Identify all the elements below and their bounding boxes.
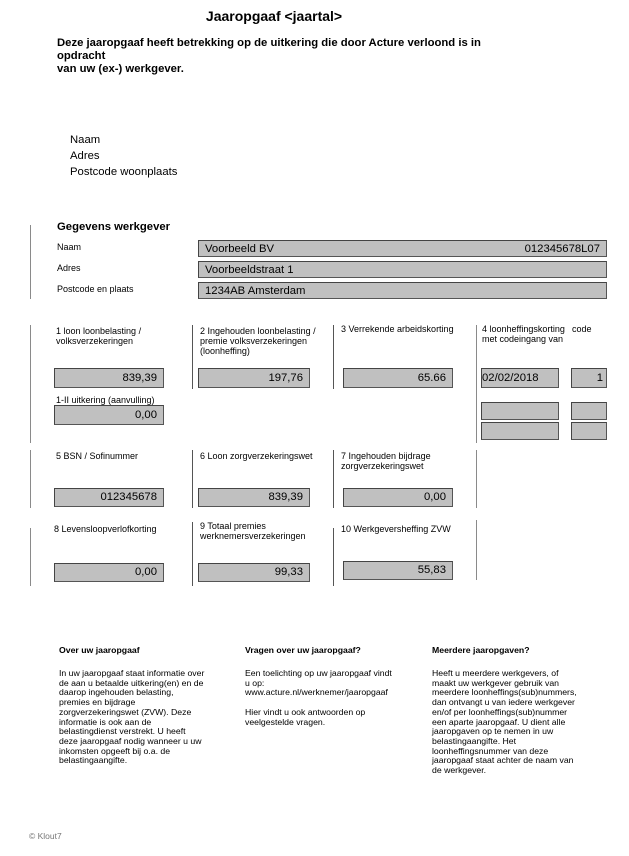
box7-value: 0,00 <box>343 488 453 507</box>
intro-text <box>57 37 527 76</box>
divider <box>192 450 193 508</box>
info-line: meerdere loonheffings(sub)nummers, <box>432 687 577 698</box>
box4-code-2 <box>571 402 607 420</box>
info-about <box>59 645 234 766</box>
info-line: Een toelichting op uw jaaropgaaf vindt <box>245 668 392 678</box>
info-line: zorgverzekeringswet (ZVW). Deze <box>59 706 192 717</box>
intro-line-2: van uw (ex-) werkgever. <box>57 63 184 75</box>
copyright-footer: © Klout7 <box>29 831 62 841</box>
document-title: Jaaropgaaf <jaartal> <box>205 8 343 24</box>
info-line: dan ontvangt u van iedere werkgever <box>432 697 575 708</box>
info-questions-body <box>245 669 425 727</box>
recipient-address: Adres <box>70 150 100 162</box>
box4-code-3 <box>571 422 607 440</box>
info-line: de aan u betaalde uitkering(en) en de <box>59 677 204 688</box>
divider <box>333 528 334 586</box>
info-line: maakt uw werkgever gebruik van <box>432 677 559 688</box>
employer-name-value: Voorbeeld BV <box>205 243 275 255</box>
box9-value: 99,33 <box>198 563 310 582</box>
box3-label: 3 Verrekende arbeidskorting <box>341 324 454 334</box>
info-line: deze jaaropgaaf nodig wanneer u uw <box>59 735 202 746</box>
divider <box>476 325 477 443</box>
box4-date-3 <box>481 422 559 440</box>
box1-label: 1 loon loonbelasting / volksverzekeringen <box>56 326 142 346</box>
info-line: veelgestelde vragen. <box>245 716 326 727</box>
info-line: loonheffingsnummer van deze <box>432 745 549 756</box>
info-multiple-heading: Meerdere jaaropgaven? <box>432 645 530 655</box>
box10-value: 55,83 <box>343 561 453 580</box>
employer-name-label: Naam <box>57 242 82 252</box>
box4-code-label: code <box>572 324 592 334</box>
info-line: de werkgever. <box>432 765 487 776</box>
box4-label: 4 loonheffingskorting met codeingang van <box>482 324 565 344</box>
info-line: en/of per loonheffings(sub)nummer <box>432 706 568 717</box>
info-line: belastingaangifte. Het <box>432 735 517 746</box>
recipient-name: Naam <box>70 134 101 146</box>
box5-label: 5 BSN / Sofinummer <box>56 451 139 461</box>
employer-address-field <box>198 261 607 278</box>
box1ii-value: 0,00 <box>54 405 164 425</box>
divider <box>30 528 31 586</box>
info-line: inkomsten opgeeft bij o.a. de <box>59 745 171 756</box>
employer-tax-number: 012345678L07 <box>524 243 600 255</box>
box8-value: 0,00 <box>54 563 164 582</box>
divider <box>30 325 31 443</box>
info-multiple-body <box>432 669 622 776</box>
employer-address-value: Voorbeeldstraat 1 <box>205 264 294 276</box>
info-line: In uw jaaropgaaf staat informatie over <box>59 668 205 678</box>
employer-name-field <box>198 240 607 257</box>
info-questions <box>245 645 425 727</box>
box5-value: 012345678 <box>54 488 164 507</box>
employer-postcode-field <box>198 282 607 299</box>
info-line: u op: <box>245 677 265 688</box>
box6-label: 6 Loon zorgverzekeringswet <box>200 451 313 461</box>
box3-value: 65.66 <box>343 368 453 388</box>
info-multiple <box>432 645 622 776</box>
employer-heading: Gegevens werkgever <box>57 221 171 233</box>
box2-label: 2 Ingehouden loonbelasting / premie volksverzekeringen (loonheffing) <box>200 326 316 356</box>
box4-date-2 <box>481 402 559 420</box>
divider <box>192 522 193 586</box>
divider <box>192 325 193 389</box>
employer-postcode-value: 1234AB Amsterdam <box>205 285 306 297</box>
info-questions-heading: Vragen over uw jaaropgaaf? <box>245 645 361 655</box>
box4-date-1: 02/02/2018 <box>481 368 559 388</box>
box8-label: 8 Levensloopverlofkorting <box>54 524 157 534</box>
info-about-heading: Over uw jaaropgaaf <box>59 645 140 655</box>
divider <box>476 520 477 580</box>
info-link-url[interactable]: www.acture.nl/werknemer/jaaropgaaf <box>245 687 388 698</box>
box4-code-1: 1 <box>571 368 607 388</box>
box1-value: 839,39 <box>54 368 164 388</box>
info-line: belastingaangifte. <box>59 755 128 766</box>
info-line: jaaropgaven op te nemen in uw <box>432 726 554 737</box>
employer-address-label: Adres <box>57 263 81 273</box>
box9-label: 9 Totaal premies werknemersverzekeringen <box>200 521 306 541</box>
recipient-postcode-city: Postcode woonplaats <box>70 166 178 178</box>
info-line: Heeft u meerdere werkgevers, of <box>432 668 559 678</box>
box10-label: 10 Werkgeversheffing ZVW <box>341 524 451 534</box>
employer-postcode-label: Postcode en plaats <box>57 284 134 294</box>
divider <box>30 225 31 299</box>
intro-line-1: Deze jaaropgaaf heeft betrekking op de uitkering die door Acture verloond is in opdracht <box>57 37 481 62</box>
info-about-body <box>59 669 234 766</box>
box6-value: 839,39 <box>198 488 310 507</box>
box2-value: 197,76 <box>198 368 310 388</box>
info-line: belastingdienst verstrekt. U heeft <box>59 726 186 737</box>
info-line: Hier vindt u ook antwoorden op <box>245 706 366 717</box>
box1ii-label: 1-II uitkering (aanvulling) <box>56 395 155 405</box>
divider <box>333 450 334 508</box>
info-line: een aparte jaaropgaaf. U dient alle <box>432 716 566 727</box>
divider <box>30 450 31 508</box>
box7-label: 7 Ingehouden bijdrage zorgverzekeringswet <box>341 451 431 471</box>
divider <box>333 325 334 389</box>
info-line: daarop ingehouden belasting, <box>59 687 174 698</box>
info-line: informatie is ook aan de <box>59 716 152 727</box>
info-line: premies en bijdrage <box>59 697 136 708</box>
divider <box>476 450 477 508</box>
info-line: jaaropgaaf staat achter de naam van <box>432 755 574 766</box>
